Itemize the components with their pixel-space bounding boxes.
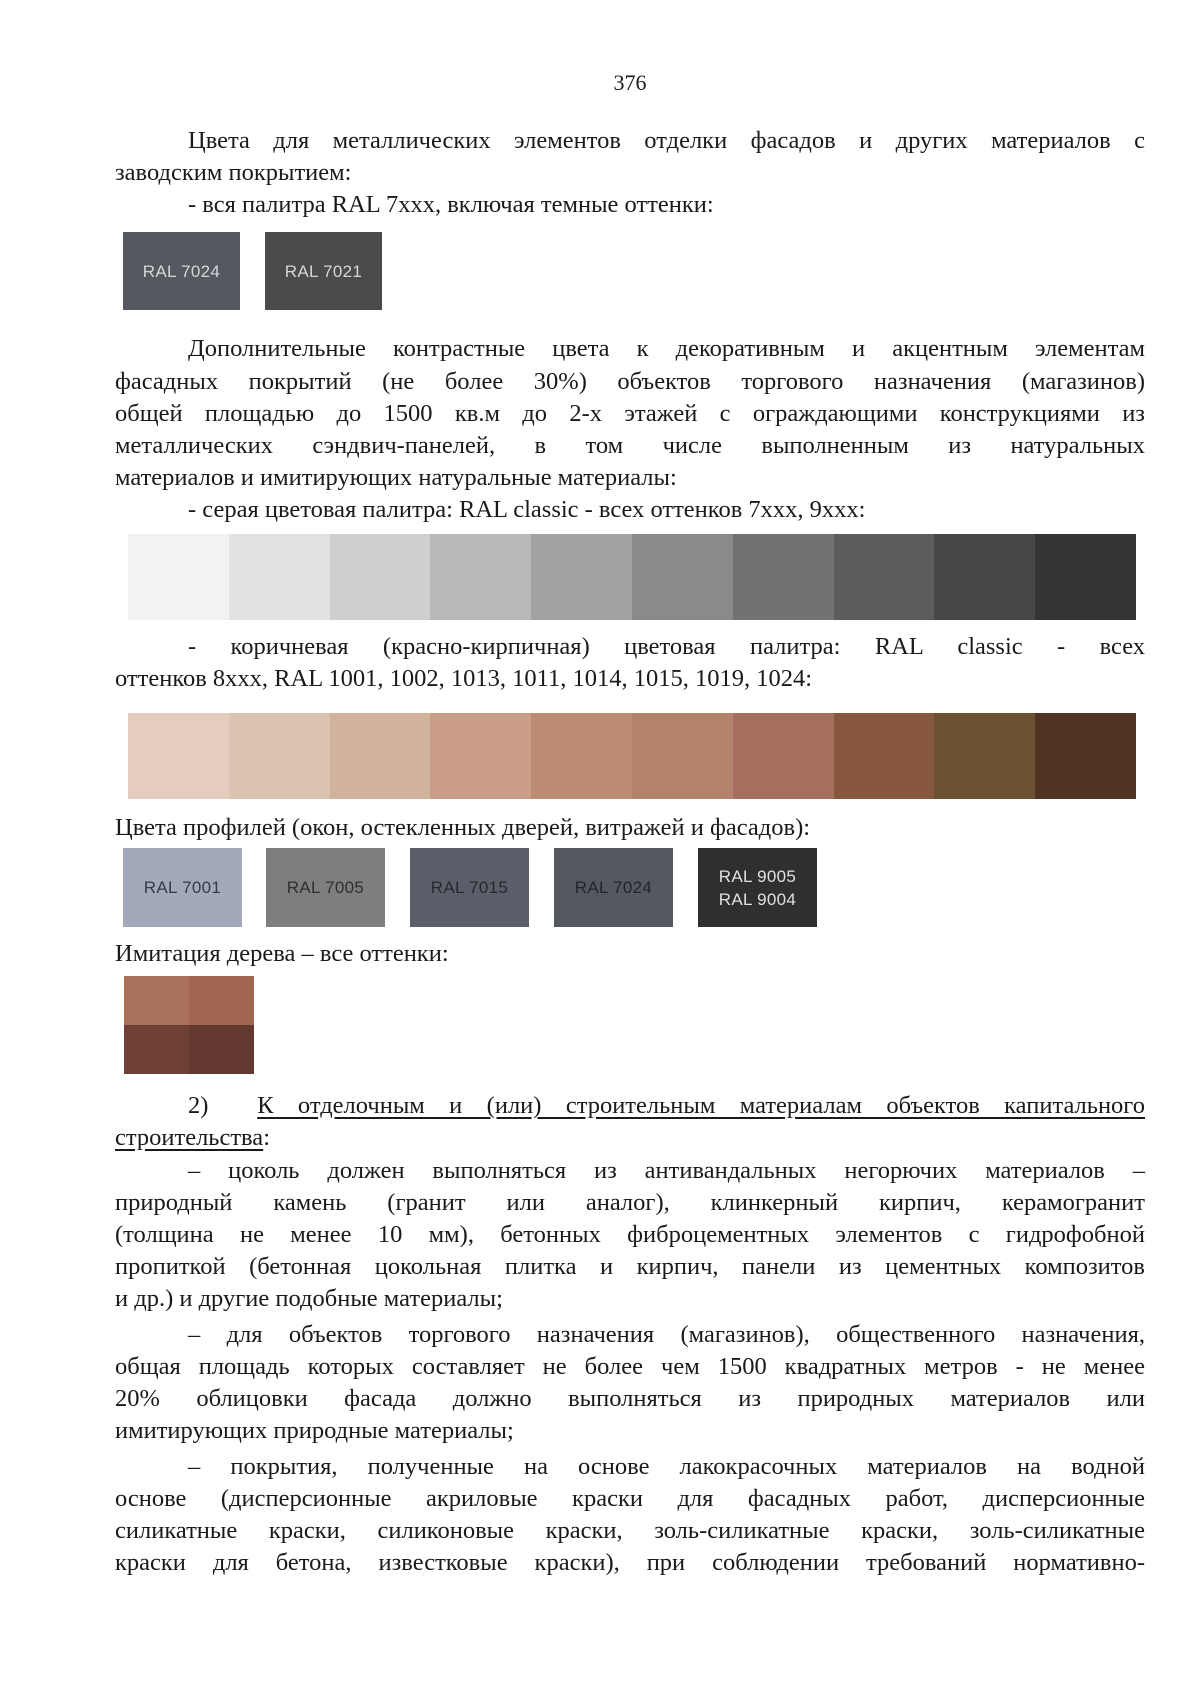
grey-swatch-3	[330, 534, 431, 620]
brown-palette-label: - коричневая (красно-кирпичная) цветовая палитра: RAL classic - всех	[188, 633, 1145, 660]
grey-swatch-2	[229, 534, 330, 620]
brown-swatch-6	[632, 713, 733, 799]
section-title-text-cont: строительства	[115, 1124, 264, 1151]
plinth-item-line-3: (толщина не менее 10 мм), бетонных фиброцементных элементов с гидрофобной	[115, 1221, 1145, 1248]
contrast-colors-line-2: фасадных покрытий (не более 30%) объектов торгового назначения (магазинов)	[115, 368, 1145, 395]
plinth-item-line-1: – цоколь должен выполняться из антивандальных негорючих материалов –	[188, 1157, 1145, 1184]
swatch-label: RAL 7024	[574, 878, 653, 897]
wood-tile-1	[124, 976, 189, 1025]
metal-colors-intro-cont: заводским покрытием:	[115, 159, 352, 186]
brown-swatch-5	[531, 713, 632, 799]
brown-swatch-7	[733, 713, 834, 799]
paint-item-line-1: – покрытия, полученные на основе лакокрасочных материалов на водной	[188, 1453, 1145, 1480]
plinth-item-line-2: природный камень (гранит или аналог), клинкерный кирпич, керамогранит	[115, 1189, 1145, 1216]
swatch-ral-7024	[123, 232, 240, 310]
swatch-label: RAL 7001	[143, 878, 222, 897]
brown-palette-label-cont: оттенков 8xxx, RAL 1001, 1002, 1013, 1011, 1014, 1015, 1019, 1024:	[115, 665, 813, 692]
grey-palette-strip	[128, 534, 1136, 620]
grey-swatch-4	[430, 534, 531, 620]
grey-swatch-7	[733, 534, 834, 620]
brown-swatch-9	[934, 713, 1035, 799]
swatch-ral-9005-9004	[698, 848, 817, 927]
paint-item-line-2: основе (дисперсионные акриловые краски для фасадных работ, дисперсионные	[115, 1485, 1145, 1512]
section-title-colon: :	[263, 1124, 270, 1151]
grey-swatch-6	[632, 534, 733, 620]
plinth-item-line-4: пропиткой (бетонная цокольная плитка и кирпич, панели из цементных композитов	[115, 1253, 1145, 1280]
swatch-label: RAL 7024	[142, 261, 221, 281]
contrast-colors-line-1: Дополнительные контрастные цвета к декоративным и акцентным элементам	[188, 335, 1145, 362]
swatch-label: RAL 9005	[718, 866, 797, 886]
retail-item-line-1: – для объектов торгового назначения (магазинов), общественного назначения,	[188, 1321, 1145, 1348]
brown-swatch-2	[229, 713, 330, 799]
brown-swatch-3	[330, 713, 431, 799]
swatch-label-2: RAL 9004	[718, 889, 797, 909]
wood-tiles	[124, 976, 254, 1074]
paint-item-line-3: силикатные краски, силиконовые краски, золь-силикатные краски, золь-силикатные	[115, 1517, 1145, 1544]
plinth-item-line-5: и др.) и другие подобные материалы;	[115, 1285, 503, 1312]
swatch-ral-7001	[123, 848, 242, 927]
swatch-ral-7015	[410, 848, 529, 927]
section-2-title	[115, 1090, 1145, 1123]
retail-item-line-3: 20% облицовки фасада должно выполняться из природных материалов или	[115, 1385, 1145, 1412]
swatch-ral-7005	[266, 848, 385, 927]
brown-palette-strip	[128, 713, 1136, 799]
brown-swatch-4	[430, 713, 531, 799]
contrast-colors-line-4: металлических сэндвич-панелей, в том числе выполненным из натуральных	[115, 432, 1145, 459]
brown-swatch-8	[834, 713, 935, 799]
grey-palette-label: - серая цветовая палитра: RAL classic - всех оттенков 7xxx, 9xxx:	[188, 496, 866, 523]
wood-tile-4	[189, 1025, 254, 1074]
grey-swatch-8	[834, 534, 935, 620]
wood-tile-3	[124, 1025, 189, 1074]
retail-item-line-2: общая площадь которых составляет не более чем 1500 квадратных метров - не менее	[115, 1353, 1145, 1380]
retail-item-line-4: имитирующих природные материалы;	[115, 1417, 514, 1444]
brown-swatch-10	[1035, 713, 1136, 799]
section-title-text: К отделочным и (или) строительным материалам объектов капитального	[257, 1092, 1146, 1119]
swatch-label: RAL 7021	[284, 261, 363, 281]
section-2-title-cont	[115, 1122, 1145, 1155]
page-number: 376	[613, 70, 647, 95]
swatch-label: RAL 7015	[430, 878, 509, 897]
grey-swatch-10	[1035, 534, 1136, 620]
contrast-colors-line-5: материалов и имитирующих натуральные материалы:	[115, 464, 677, 491]
grey-swatch-1	[128, 534, 229, 620]
swatch-ral-7024-profile	[554, 848, 673, 927]
metal-colors-intro: Цвета для металлических элементов отделки фасадов и других материалов с	[188, 127, 1145, 154]
wood-tile-2	[189, 976, 254, 1025]
section-number: 2)	[188, 1092, 209, 1119]
grey-swatch-9	[934, 534, 1035, 620]
ral-7xxx-label: - вся палитра RAL 7xxx, включая темные оттенки:	[188, 191, 714, 218]
brown-swatch-1	[128, 713, 229, 799]
contrast-colors-line-3: общей площадью до 1500 кв.м до 2-х этажей с ограждающими конструкциями из	[115, 400, 1145, 427]
swatch-ral-7021	[265, 232, 382, 310]
swatch-label: RAL 7005	[286, 878, 365, 897]
paint-item-line-4: краски для бетона, известковые краски), при соблюдении требований нормативно-	[115, 1549, 1145, 1576]
profiles-heading: Цвета профилей (окон, остекленных дверей, витражей и фасадов):	[115, 814, 811, 841]
wood-heading: Имитация дерева – все оттенки:	[115, 940, 449, 967]
grey-swatch-5	[531, 534, 632, 620]
